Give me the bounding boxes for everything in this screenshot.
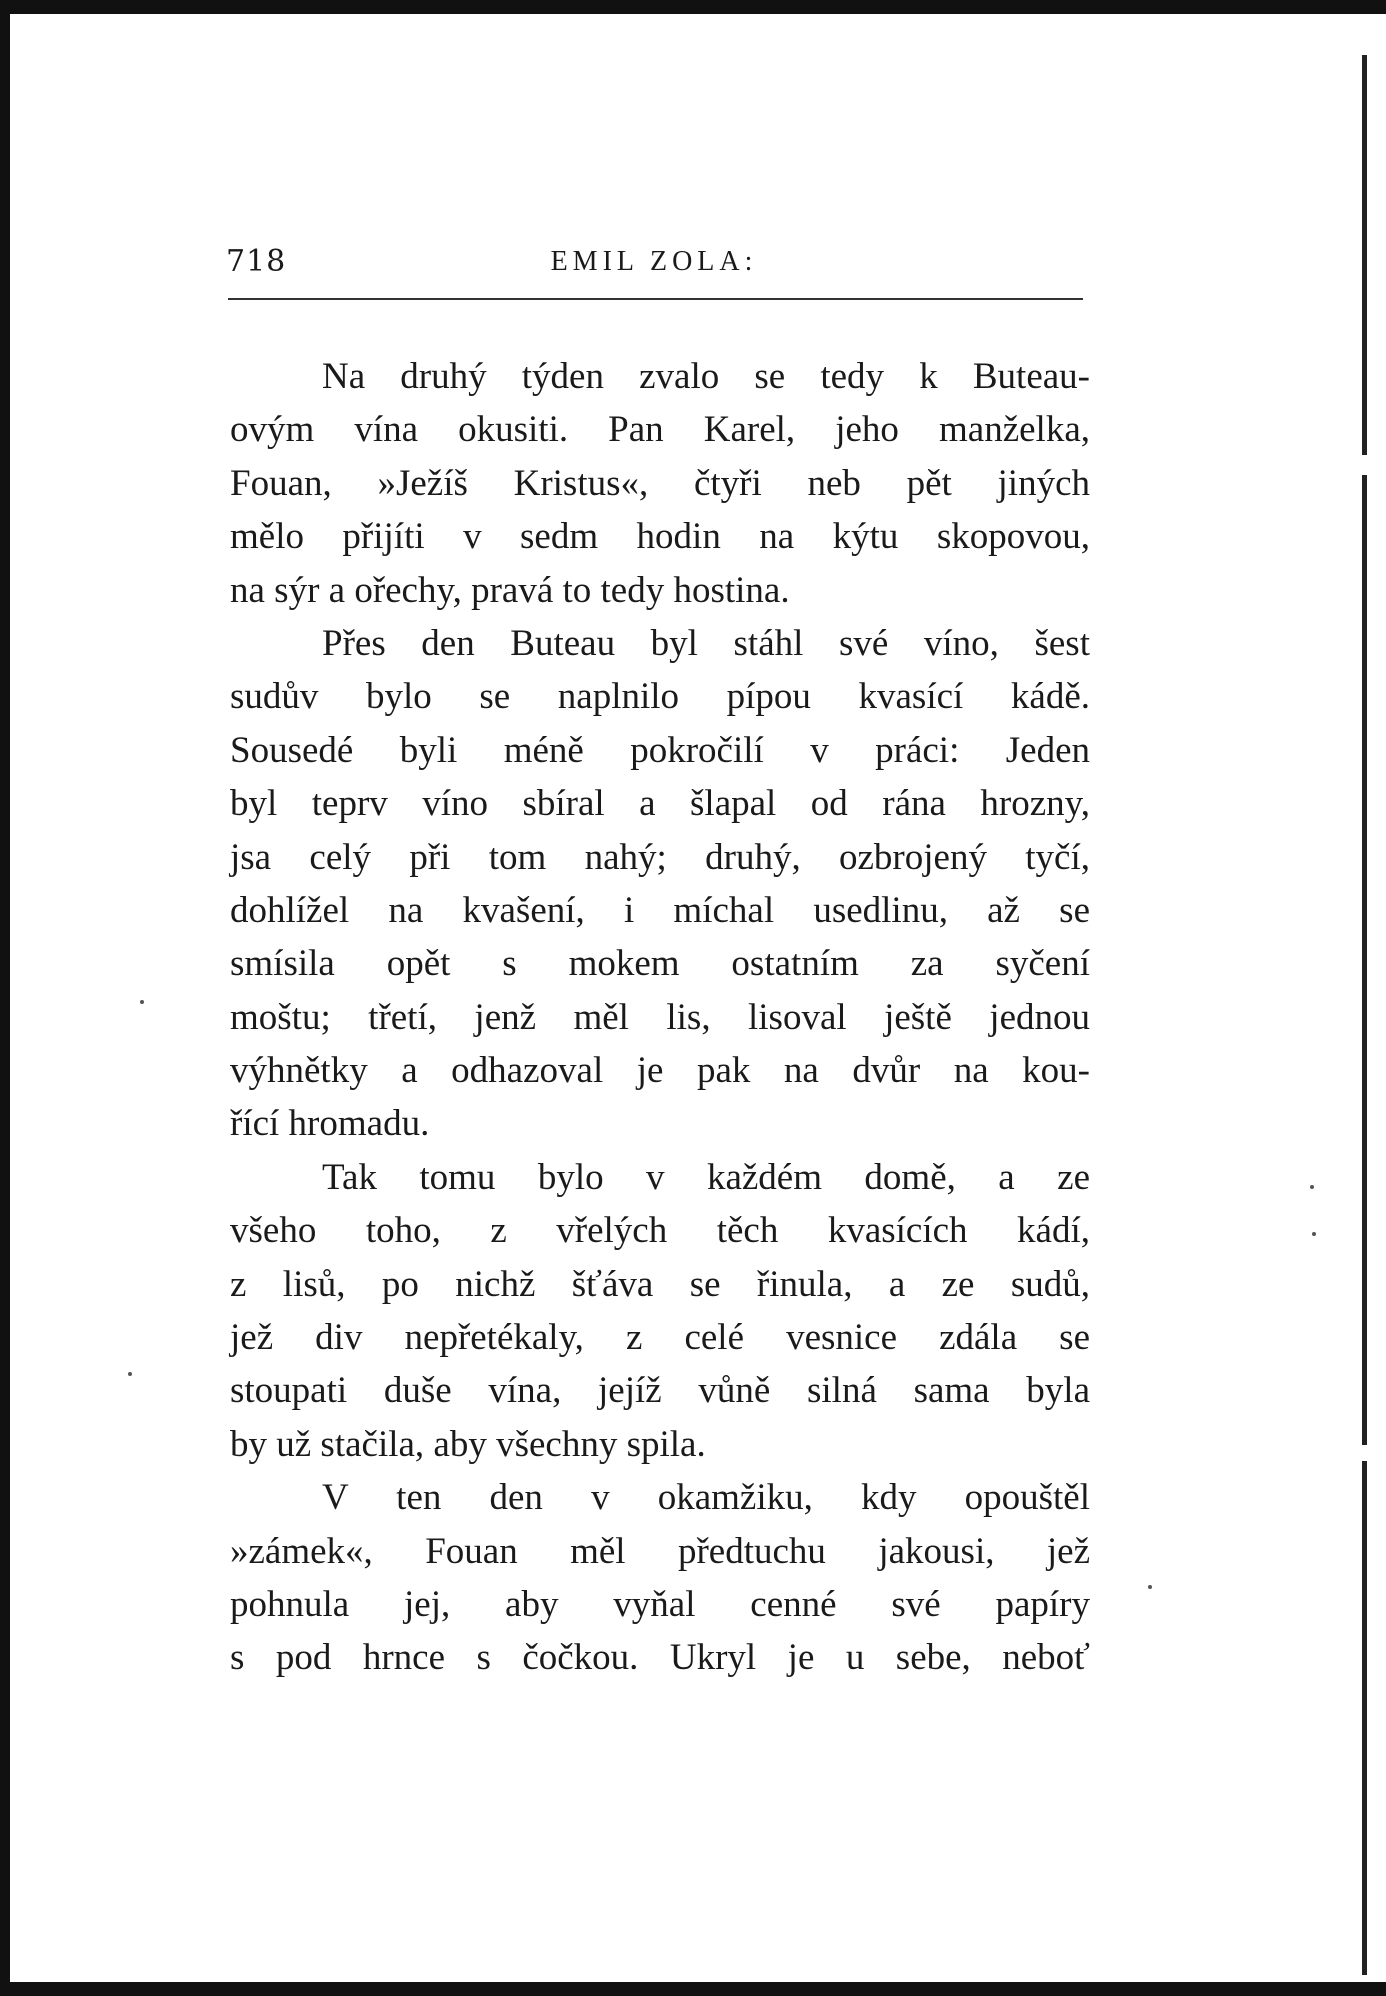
page-number: 718 (226, 244, 287, 279)
text-line: všeho toho, z vřelých těch kvasících kádí, (230, 1210, 1090, 1252)
scan-speck (1310, 1185, 1314, 1189)
text-line: jež div nepřetékaly, z celé vesnice zdála se (230, 1317, 1090, 1359)
text-line: mělo přijíti v sedm hodin na kýtu skopovou, (230, 516, 1090, 558)
page-edge-gap (1362, 455, 1367, 475)
text-line: Sousedé byli méně pokročilí v práci: Jeden (230, 729, 1090, 771)
text-line: s pod hrnce s čočkou. Ukryl je u sebe, neboť (230, 1637, 1090, 1679)
header-rule (228, 298, 1083, 300)
running-head: EMIL ZOLA: (550, 246, 758, 277)
scan-border-top (0, 0, 1386, 14)
text-line: Přes den Buteau byl stáhl své víno, šest (322, 622, 1090, 664)
text-line: Na druhý týden zvalo se tedy k Buteau- (322, 356, 1090, 397)
text-line: byl teprv víno sbíral a šlapal od rána hrozny, (230, 783, 1090, 825)
text-line: Tak tomu bylo v každém domě, a ze (322, 1156, 1090, 1198)
text-line: řící hromadu. (230, 1103, 430, 1145)
scan-speck (140, 1000, 144, 1004)
text-line: stoupati duše vína, jejíž vůně silná sama byla (230, 1370, 1090, 1412)
scan-speck (1312, 1232, 1316, 1236)
text-line: sudův bylo se naplnilo pípou kvasící kádě. (230, 676, 1090, 718)
text-line: smísila opět s mokem ostatním za syčení (230, 943, 1090, 985)
text-line: z lisů, po nichž šťáva se řinula, a ze sudů, (230, 1263, 1090, 1305)
scan-border-bottom (0, 1982, 1386, 1996)
text-line: Fouan, »Ježíš Kristus«, čtyři neb pět jiných (230, 462, 1090, 504)
scan-border-left (0, 0, 10, 1996)
scan-speck (1148, 1585, 1152, 1589)
text-line: výhnětky a odhazoval je pak na dvůr na kou- (230, 1050, 1090, 1092)
text-line: by už stačila, aby všechny spila. (230, 1423, 706, 1465)
page-edge-gap (1362, 1445, 1367, 1461)
page-header (226, 236, 1082, 296)
text-line: dohlížel na kvašení, i míchal usedlinu, až se (230, 889, 1090, 931)
body-text (230, 350, 1090, 1685)
text-line: na sýr a ořechy, pravá to tedy hostina. (230, 569, 790, 611)
page-edge-right (1362, 55, 1367, 1975)
text-line: moštu; třetí, jenž měl lis, lisoval ještě jednou (230, 996, 1090, 1038)
text-line: ovým vína okusiti. Pan Karel, jeho manželka, (230, 409, 1090, 451)
scan-speck (128, 1372, 132, 1376)
text-line: pohnula jej, aby vyňal cenné své papíry (230, 1583, 1090, 1625)
text-line: jsa celý při tom nahý; druhý, ozbrojený tyčí, (230, 836, 1090, 878)
text-line: V ten den v okamžiku, kdy opouštěl (322, 1477, 1090, 1519)
text-line: »zámek«, Fouan měl předtuchu jakousi, jež (230, 1530, 1090, 1572)
